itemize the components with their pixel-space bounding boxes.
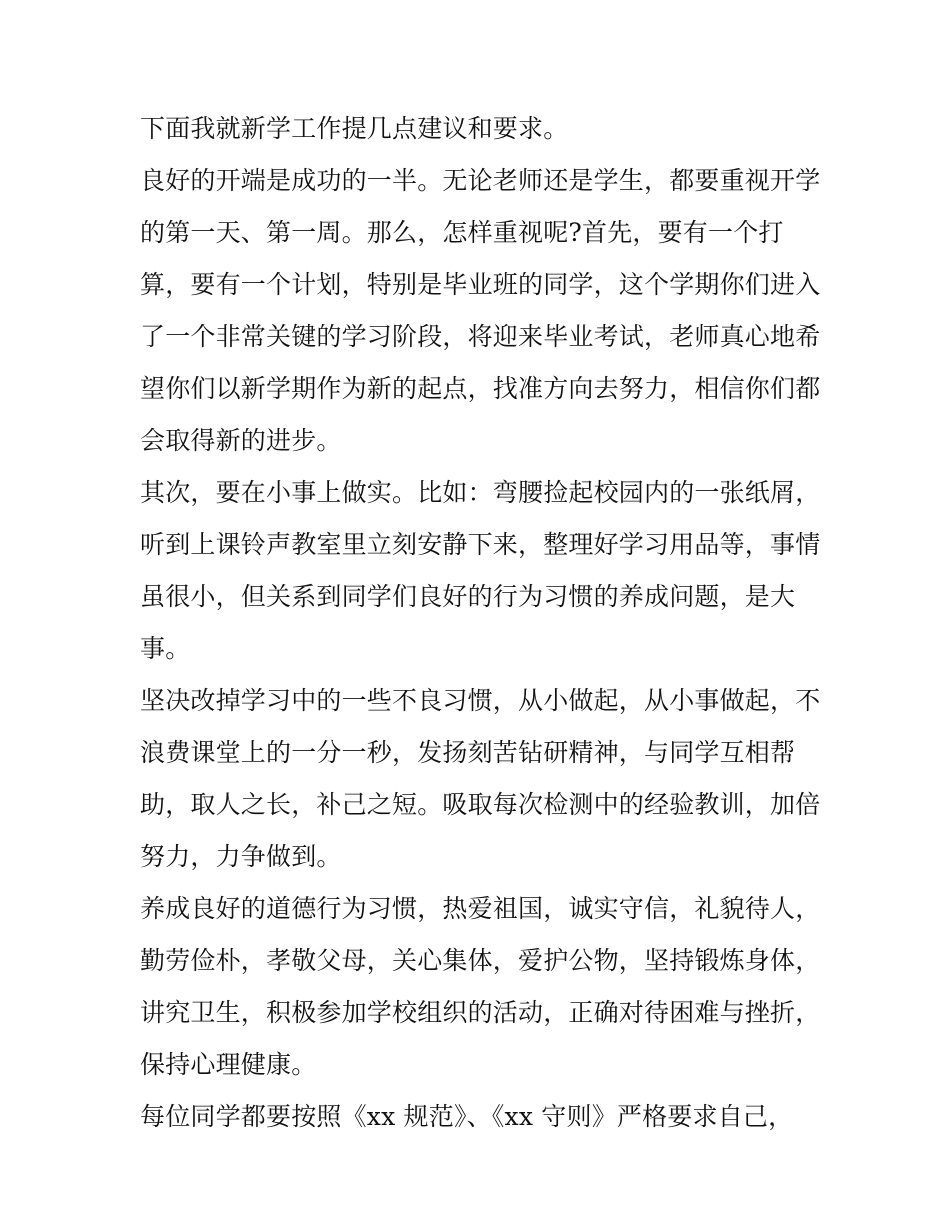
- text-line: 良好的开端是成功的一半。无论老师还是学生，都要重视开学: [140, 166, 821, 195]
- text-line: 虽很小，但关系到同学们良好的行为习惯的养成问题，是大: [140, 582, 796, 611]
- text-line: 听到上课铃声教室里立刻安静下来，整理好学习用品等，事情: [140, 530, 821, 559]
- text-line: 望你们以新学期作为新的起点，找准方向去努力，相信你们都: [140, 374, 821, 403]
- text-line: 每位同学都要按照《xx 规范》、《xx 守则》严格要求自己，: [140, 1102, 794, 1131]
- text-line: 养成良好的道德行为习惯，热爱祖国，诚实守信，礼貌待人，: [140, 894, 821, 923]
- text-line: 保持心理健康。: [140, 1050, 317, 1079]
- text-line: 下面我就新学工作提几点建议和要求。: [140, 114, 569, 143]
- text-line: 努力，力争做到。: [140, 842, 342, 871]
- text-line: 其次，要在小事上做实。比如：弯腰捡起校园内的一张纸屑，: [140, 478, 821, 507]
- text-line: 事。: [140, 634, 191, 663]
- text-line: 了一个非常关键的学习阶段，将迎来毕业考试，老师真心地希: [140, 322, 821, 351]
- text-line: 讲究卫生，积极参加学校组织的活动，正确对待困难与挫折，: [140, 998, 821, 1027]
- text-line: 坚决改掉学习中的一些不良习惯，从小做起，从小事做起，不: [140, 686, 821, 715]
- document-body: [140, 103, 820, 1143]
- text-line: 浪费课堂上的一分一秒，发扬刻苦钻研精神，与同学互相帮: [140, 738, 796, 767]
- text-line: 会取得新的进步。: [140, 426, 342, 455]
- text-line: 助，取人之长，补己之短。吸取每次检测中的经验教训，加倍: [140, 790, 821, 819]
- text-line: 算，要有一个计划，特别是毕业班的同学，这个学期你们进入: [140, 270, 821, 299]
- text-line: 勤劳俭朴，孝敬父母，关心集体，爱护公物，坚持锻炼身体，: [140, 946, 821, 975]
- text-line: 的第一天、第一周。那么，怎样重视呢?首先，要有一个打: [140, 218, 784, 247]
